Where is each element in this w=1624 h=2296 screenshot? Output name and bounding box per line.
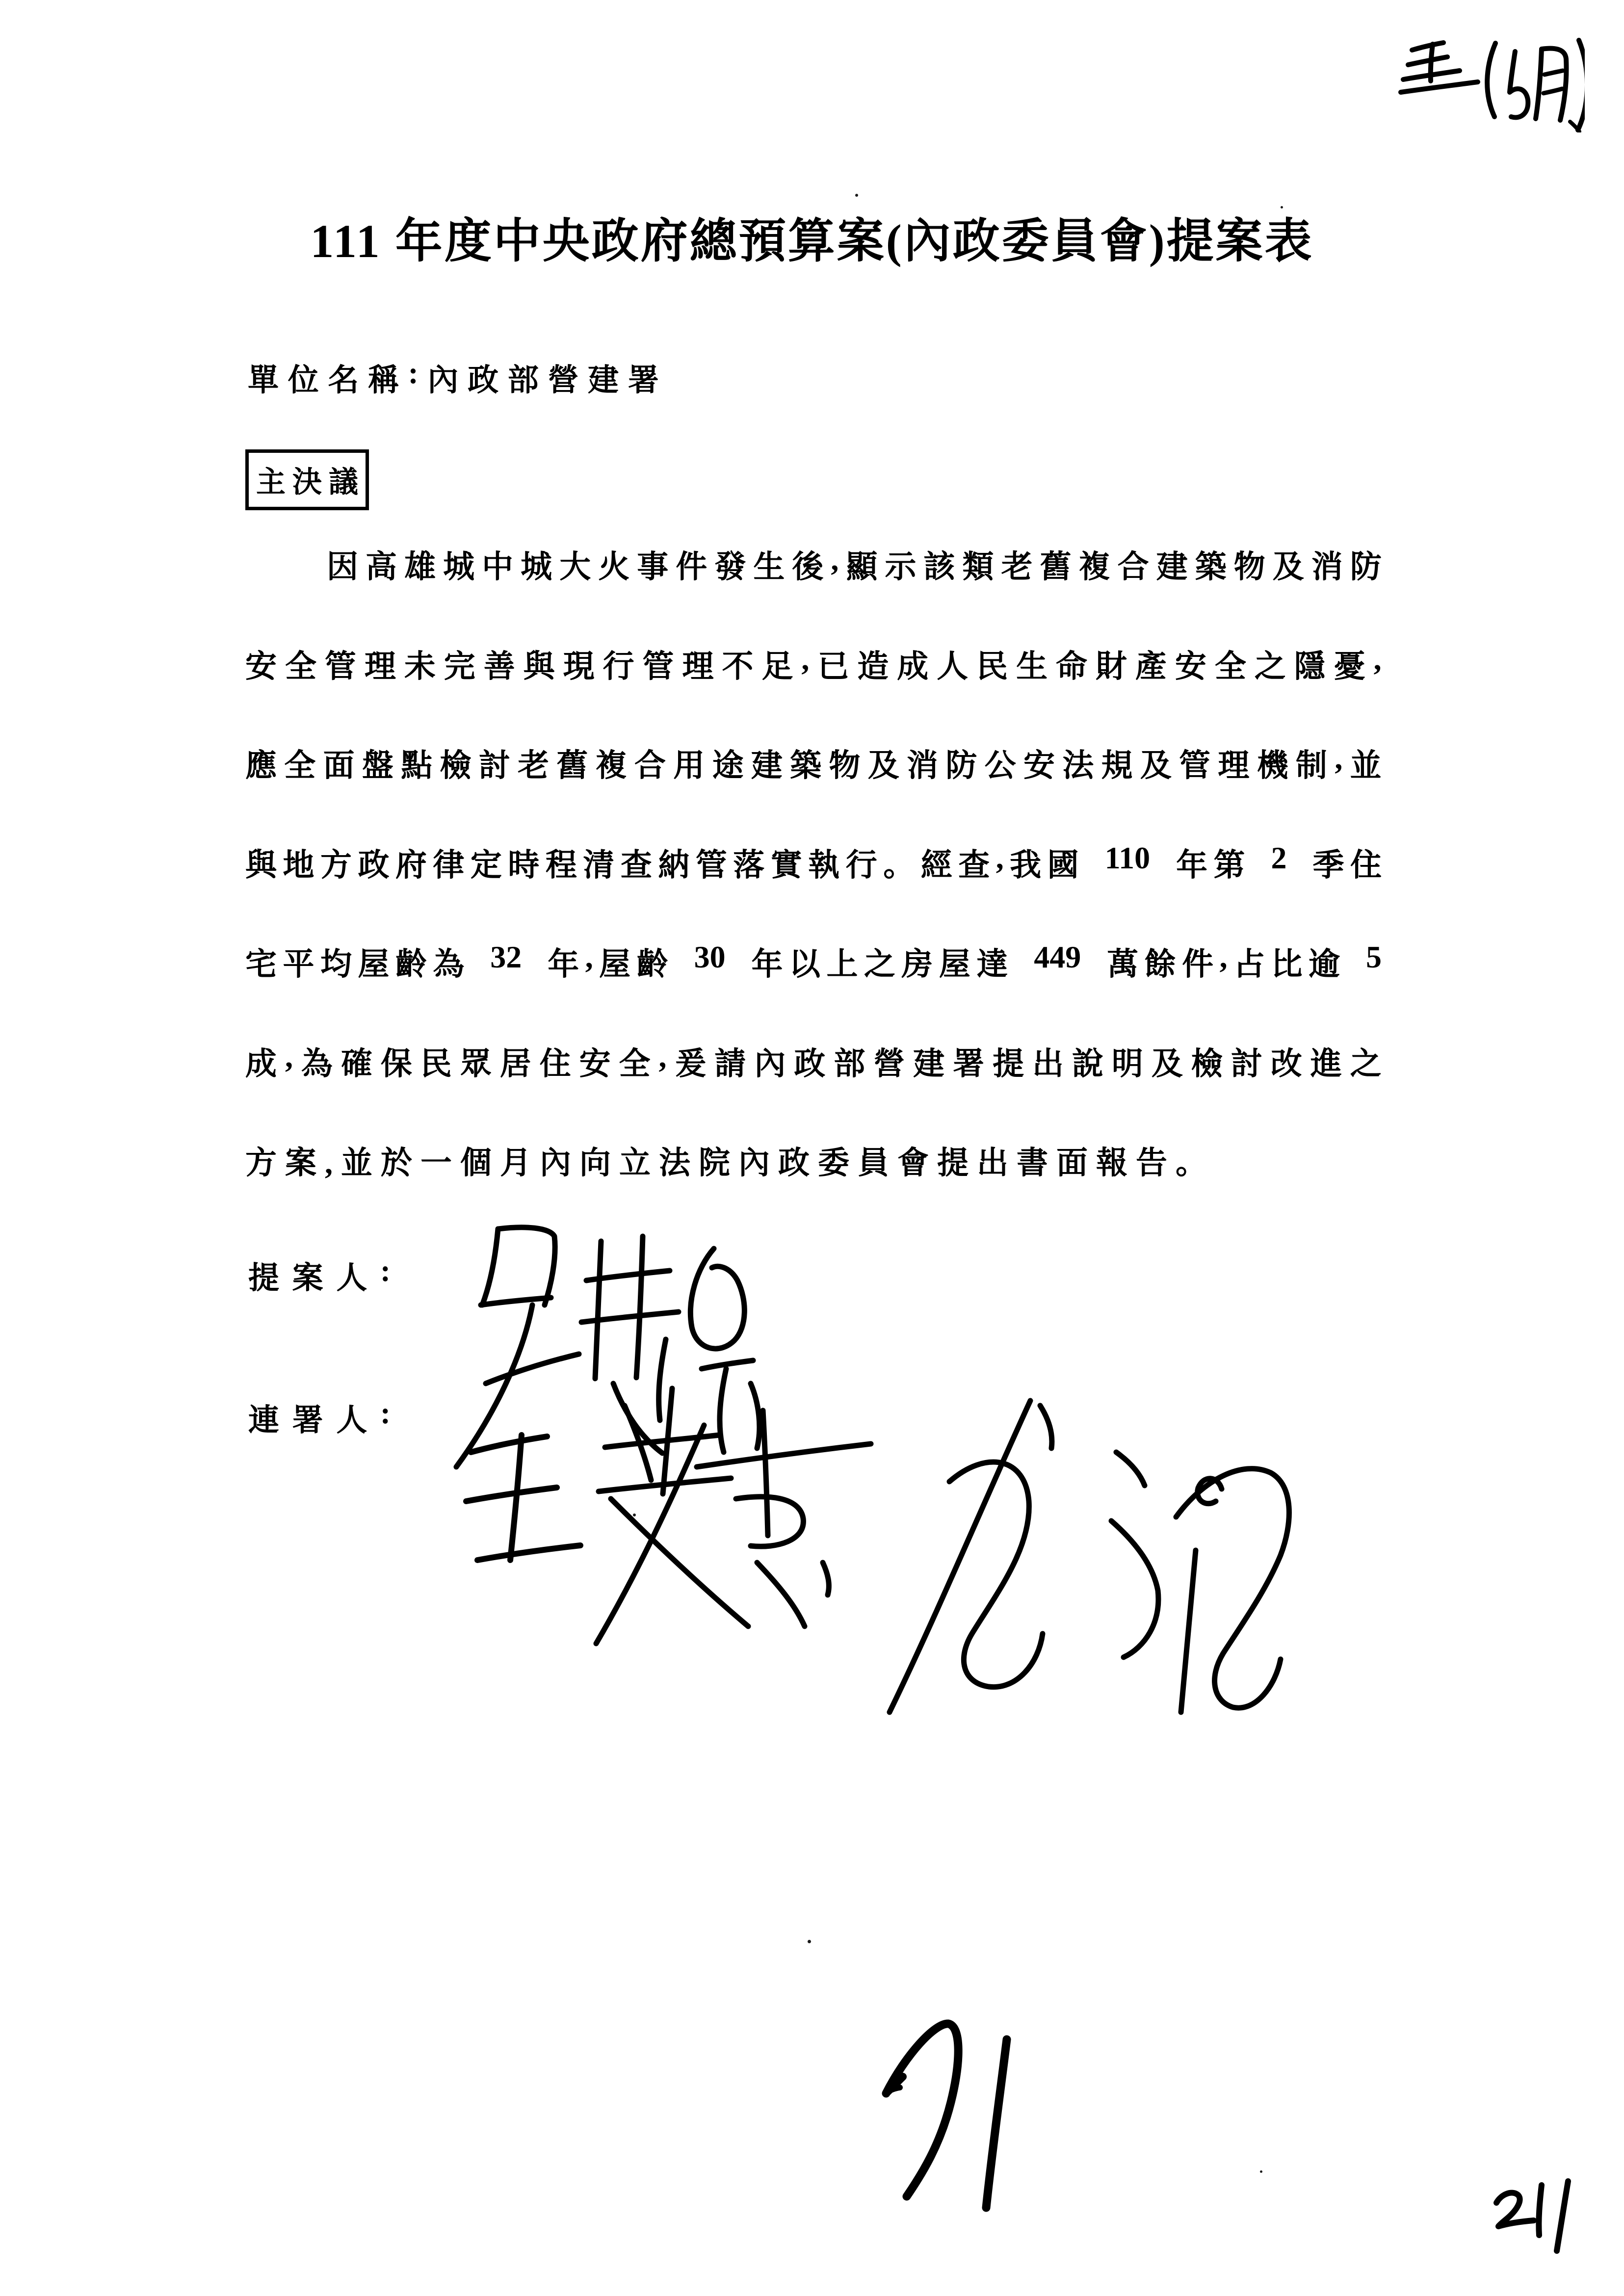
handwritten-note-top-right [1384, 34, 1585, 132]
resolution-line: 與 地 方 政 府 律 定 時 程 清 查 納 管 落 實 執 行 。 經 查 , 我 國 110 年 第 2 季 住 [245, 840, 1382, 883]
resolution-line: 應 全 面 盤 點 檢 討 老 舊 複 合 用 途 建 築 物 及 消 防 公 安 法 規 及 管 理 機 制 , 並 [245, 741, 1382, 783]
resolution-line: 因 高 雄 城 中 城 大 火 事 件 發 生 後 , 顯 示 該 類 老 舊 複 合 建 築 物 及 消 防 [327, 542, 1382, 584]
resolution-badge-label: 主 決 議 [256, 466, 358, 498]
scan-speckle [633, 1513, 636, 1516]
cosigner-label: 連 署 人 : [248, 1396, 391, 1437]
cosigner-signature-1 [449, 1352, 881, 1678]
scan-speckle [855, 194, 858, 197]
resolution-line: 成 , 為 確 保 民 眾 居 住 安 全 , 爰 請 內 政 部 營 建 署 提 出 說 明 及 檢 討 改 進 之 [245, 1039, 1382, 1081]
handwritten-page-number [868, 2004, 1025, 2225]
resolution-line: 宅 平 均 屋 齡 為 32 年 , 屋 齡 30 年 以 上 之 房 屋 達 449 萬 餘 件 , 占 比 逾 5 [245, 939, 1382, 982]
cosigner-signature-2 [876, 1388, 1308, 1754]
resolution-line: 安 全 管 理 未 完 善 與 現 行 管 理 不 足 , 已 造 成 人 民 生 命 財 產 安 全 之 隱 憂 , [245, 642, 1382, 684]
resolution-line: 方案,並於一個月內向立法院內政委員會提出書面報告。 [245, 1146, 1215, 1180]
scan-speckle [808, 1940, 811, 1943]
scan-speckle [1281, 206, 1283, 209]
unit-name: 單 位 名 稱 : 內 政 部 營 建 署 [248, 356, 659, 397]
handwritten-corner-note [1487, 2172, 1585, 2258]
resolution-badge [245, 449, 369, 510]
scan-speckle [1260, 2170, 1262, 2173]
document-title: 111 年度中央政府總預算案(內政委員會)提案表 [310, 215, 1314, 267]
proposer-label: 提 案 人 : [248, 1253, 391, 1295]
